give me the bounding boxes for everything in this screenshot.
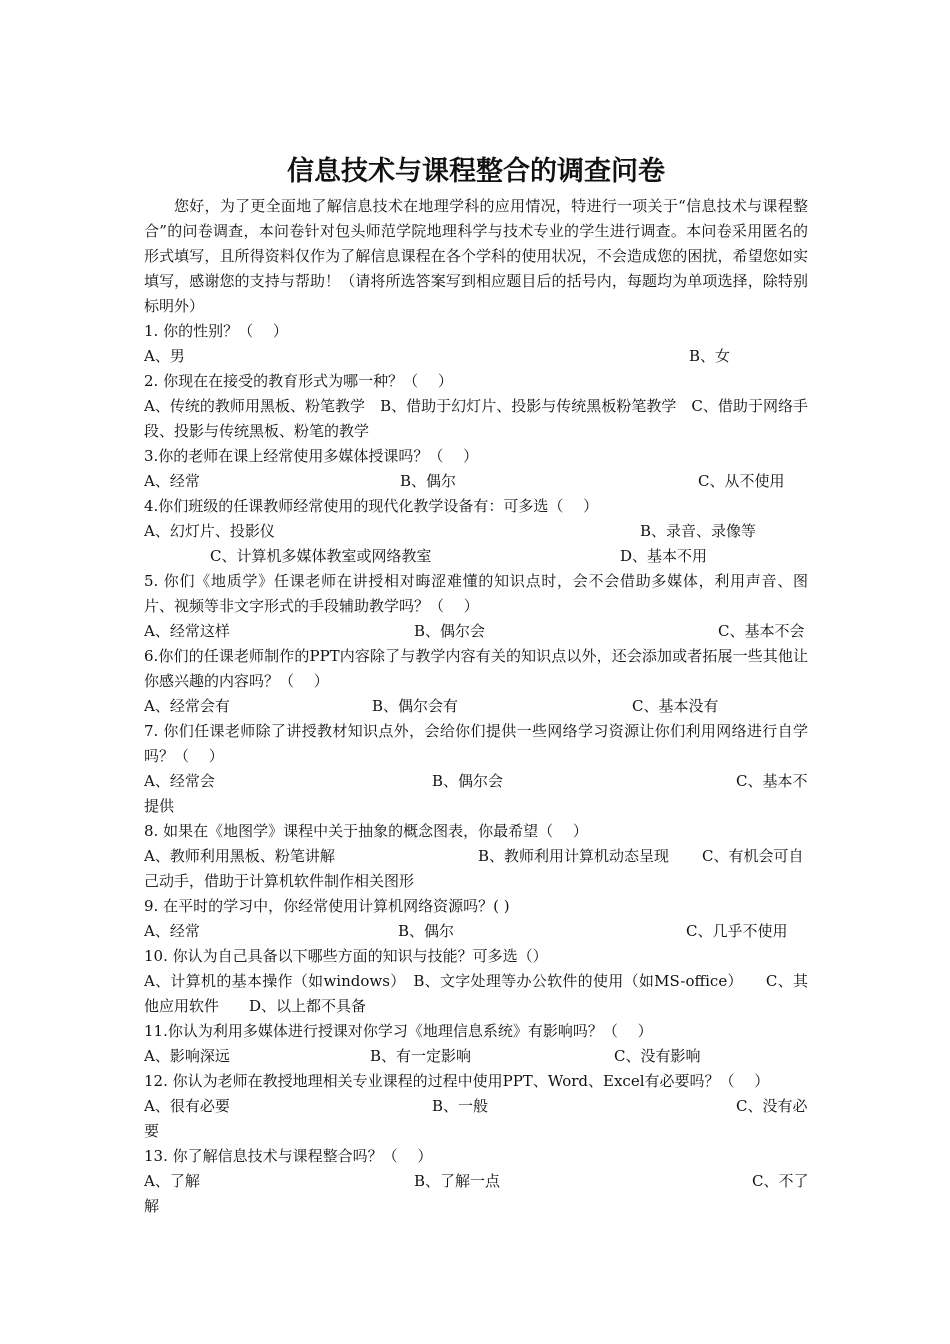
question-8: 8. 如果在《地图学》课程中关于抽象的概念图表，你最希望（ ） (144, 822, 588, 840)
question-7-options (144, 769, 808, 794)
question-3-options (144, 469, 808, 494)
question-2: 2. 你现在在接受的教育形式为哪一种？（ ） (144, 372, 453, 390)
option: C、几乎不使用 (686, 922, 788, 940)
option: 解 (144, 1197, 160, 1215)
option: B、了解一点 (414, 1172, 501, 1190)
option: B、偶尔 (400, 472, 457, 490)
option: A、影响深远 (144, 1047, 230, 1065)
question-4-options-row2 (144, 544, 808, 569)
question-1: 1. 你的性别？（ ） (144, 322, 288, 340)
option: A、经常这样 (144, 622, 230, 640)
option: A、教师利用黑板、粉笔讲解 (144, 847, 335, 865)
option: B、偶尔会 (432, 772, 504, 790)
option: C、基本不 (736, 772, 808, 790)
question-4-options-row1 (144, 519, 808, 544)
question-11-options (144, 1044, 808, 1069)
question-12-options-wrap (144, 1119, 808, 1144)
option: B、偶尔会有 (372, 697, 459, 715)
option: C、计算机多媒体教室或网络教室 (210, 547, 432, 565)
option: B、一般 (432, 1097, 489, 1115)
question-11: 11.你认为利用多媒体进行授课对你学习《地理信息系统》有影响吗？（ ） (144, 1022, 653, 1040)
option: B、录音、录像等 (640, 522, 757, 540)
option: A、幻灯片、投影仪 (144, 522, 275, 540)
question-6: 6.你们的任课老师制作的PPT内容除了与教学内容有关的知识点以外，还会添加或者拓展一些其他让你感兴趣的内容吗？（ ） (144, 647, 808, 690)
option: C、有机会可自 (702, 847, 804, 865)
option: C、没有影响 (614, 1047, 701, 1065)
option: A、经常 (144, 472, 200, 490)
option: 要 (144, 1122, 160, 1140)
question-12-options (144, 1094, 808, 1119)
question-5: 5. 你们《地质学》任课老师在讲授相对晦涩难懂的知识点时，会不会借助多媒体，利用声音、图片、视频等非文字形式的手段辅助教学吗？（ ） (144, 572, 808, 615)
option: B、女 (689, 347, 731, 365)
option: B、偶尔 (398, 922, 455, 940)
question-3: 3.你的老师在课上经常使用多媒体授课吗？（ ） (144, 447, 479, 465)
option: C、基本没有 (632, 697, 719, 715)
question-10: 10. 你认为自己具备以下哪些方面的知识与技能？可多选（） (144, 947, 548, 965)
question-6-options (144, 694, 808, 719)
question-9: 9. 在平时的学习中，你经常使用计算机网络资源吗？( ) (144, 897, 510, 915)
option: A、男 (144, 347, 185, 365)
question-1-options (144, 344, 808, 369)
intro-paragraph: 您好，为了更全面地了解信息技术在地理学科的应用情况，特进行一项关于“信息技术与课程整合”的问卷调查，本问卷针对包头师范学院地理科学与技术专业的学生进行调查。本问卷采用匿名的形式填写，且所得资料仅作为了解信息课程在各个学科的使用状况，不会造成您的困扰，希望您如实填写，感谢您的支持与帮助！（请将所选答案写到相应题目后的括号内，每题均为单项选择，除特别标明外） (144, 197, 808, 315)
option: 提供 (144, 797, 175, 815)
question-12: 12. 你认为老师在教授地理相关专业课程的过程中使用PPT、Word、Excel有必要吗？（ ） (144, 1072, 770, 1090)
page-title: 信息技术与课程整合的调查问卷 (287, 156, 665, 187)
option: A、很有必要 (144, 1097, 230, 1115)
question-5-options (144, 619, 808, 644)
option: 己动手，借助于计算机软件制作相关图形 (144, 872, 415, 890)
question-8-options (144, 844, 808, 869)
option: B、有一定影响 (370, 1047, 472, 1065)
question-4: 4.你们班级的任课教师经常使用的现代化教学设备有：可多选（ ） (144, 497, 599, 515)
option: C、不了 (752, 1172, 808, 1190)
question-13-options-wrap (144, 1194, 808, 1219)
question-10-options: A、计算机的基本操作（如windows） B、文字处理等办公软件的使用（如MS-office） C、其他应用软件 D、以上都不具备 (144, 972, 808, 1015)
option: A、了解 (144, 1172, 200, 1190)
option: A、经常会 (144, 772, 215, 790)
option: C、没有必 (736, 1097, 808, 1115)
option: B、偶尔会 (414, 622, 486, 640)
option: A、经常会有 (144, 697, 230, 715)
question-7-options-wrap (144, 794, 808, 819)
option: D、基本不用 (620, 547, 708, 565)
option: A、经常 (144, 922, 200, 940)
question-13: 13. 你了解信息技术与课程整合吗？（ ） (144, 1147, 433, 1165)
option: C、从不使用 (698, 472, 785, 490)
question-8-options-wrap (144, 869, 808, 894)
document-page (144, 150, 808, 1219)
question-9-options (144, 919, 808, 944)
option: B、教师利用计算机动态呈现 (478, 847, 670, 865)
question-13-options (144, 1169, 808, 1194)
question-2-options: A、传统的教师用黑板、粉笔教学 B、借助于幻灯片、投影与传统黑板粉笔教学 C、借助于网络手段、投影与传统黑板、粉笔的教学 (144, 397, 808, 440)
option: C、基本不会 (718, 622, 805, 640)
question-7: 7. 你们任课老师除了讲授教材知识点外，会给你们提供一些网络学习资源让你们利用网络进行自学吗？（ ） (144, 722, 808, 765)
